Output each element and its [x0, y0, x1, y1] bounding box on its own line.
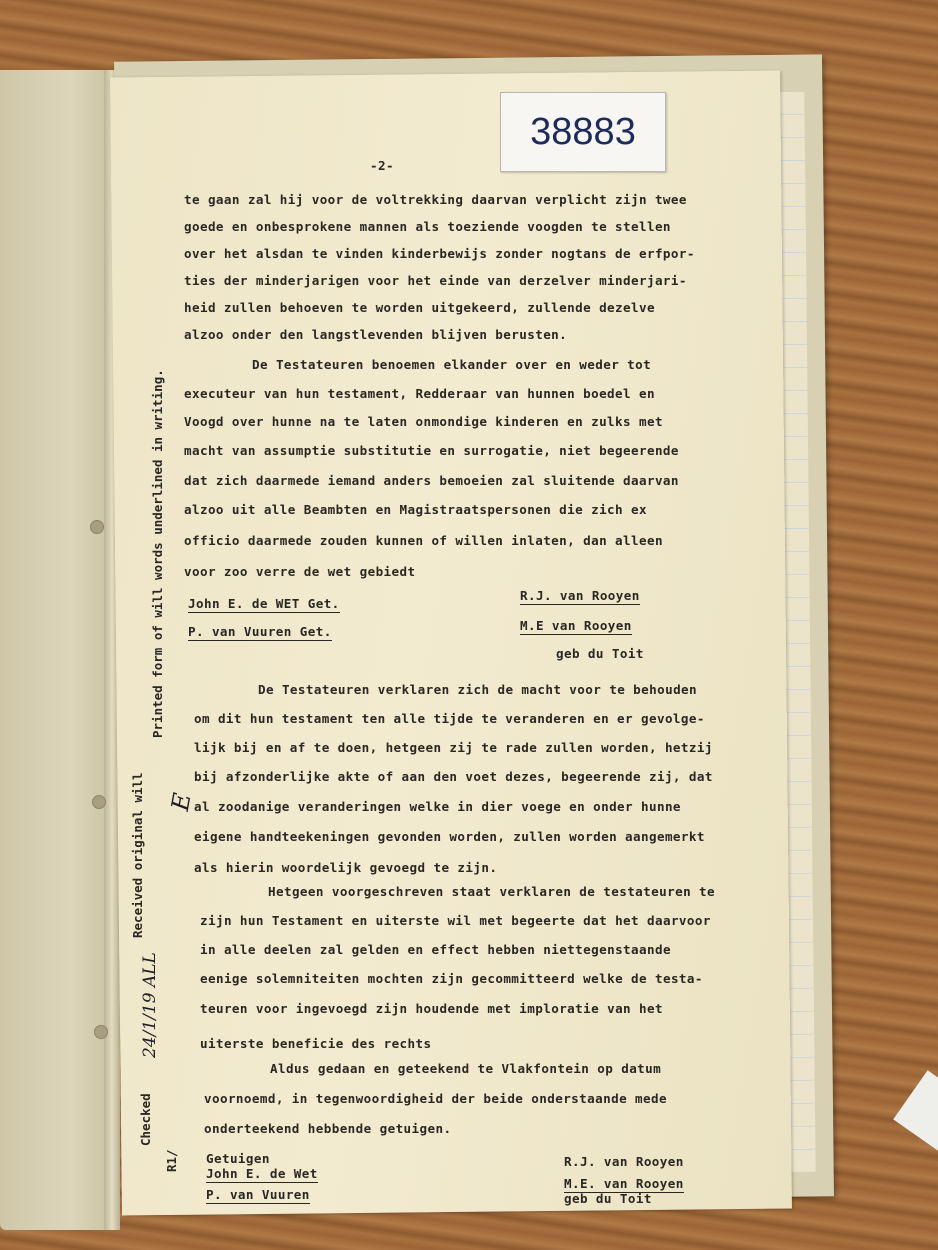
binding-hole — [92, 795, 106, 809]
binding-hole — [94, 1025, 108, 1039]
text-line: alzoo onder den langstlevenden blijven berusten. — [184, 327, 568, 342]
text-line: eigene handteekeningen gevonden worden, zullen worden aangemerkt — [194, 829, 705, 844]
text-line: bij afzonderlijke akte of aan den voet dezes, begeerende zij, dat — [194, 769, 713, 784]
binding-hole — [90, 520, 104, 534]
testator-maiden-name: geb du Toit — [564, 1191, 652, 1206]
handwritten-initials: E — [166, 790, 197, 813]
text-line: goede en onbesprokene mannen als toeziende voogden te stellen — [184, 219, 671, 234]
witnesses-label: Getuigen — [206, 1151, 270, 1166]
witness-signature: P. van Vuuren Get. — [188, 624, 332, 639]
text-line: eenige solemniteiten mochten zijn gecommitteerd welke de testa- — [200, 971, 703, 986]
text-line: heid zullen behoeven te worden uitgekeerd, zullende dezelve — [184, 300, 655, 315]
text-line: teuren voor ingevoegd zijn houdende met imploratie van het — [200, 1001, 663, 1016]
text-line: voornoemd, in tegenwoordigheid der beide onderstaande mede — [204, 1091, 667, 1106]
testator-signature: M.E. van Rooyen — [564, 1176, 684, 1191]
text-line: als hierin woordelijk gevoegd te zijn. — [194, 860, 498, 875]
testator-signature: R.J. van Rooyen — [564, 1154, 684, 1169]
text-line: De Testateuren verklaren zich de macht voor te behouden — [258, 682, 698, 697]
text-line: ties der minderjarigen voor het einde van derzelver minderjari- — [184, 273, 687, 288]
page-number: -2- — [370, 158, 394, 173]
witness-signature: John E. de WET Get. — [188, 596, 340, 611]
received-note: Received original will — [130, 772, 145, 938]
witness-signature: John E. de Wet — [206, 1166, 318, 1181]
text-line: officio daarmede zouden kunnen of willen inlaten, dan alleen — [184, 533, 663, 548]
text-line: executeur van hun testament, Redderaar van hunnen boedel en — [184, 386, 655, 401]
text-line: Hetgeen voorgeschreven staat verklaren de testateuren te — [268, 884, 715, 899]
checked-initials: R1/ — [164, 1149, 179, 1172]
text-line: dat zich daarmede iemand anders bemoeien zal sluitende daarvan — [184, 473, 679, 488]
text-line: zijn hun Testament en uiterste wil met begeerte dat het daarvoor — [200, 913, 711, 928]
text-line: over het alsdan te vinden kinderbewijs zonder nogtans de erfpor- — [184, 246, 695, 261]
testator-maiden-name: geb du Toit — [556, 646, 644, 661]
testator-signature: R.J. van Rooyen — [520, 588, 640, 603]
text-line: alzoo uit alle Beambten en Magistraatspersonen die zich ex — [184, 502, 647, 517]
text-line: al zoodanige veranderingen welke in dier voege en onder hunne — [194, 799, 681, 814]
text-line: te gaan zal hij voor de voltrekking daarvan verplicht zijn twee — [184, 192, 687, 207]
checked-date-handwritten: 24/1/19 ALL — [140, 952, 160, 1058]
text-line: Aldus gedaan en geteekend te Vlakfontein op datum — [270, 1061, 662, 1076]
text-line: onderteekend hebbende getuigen. — [204, 1121, 452, 1136]
text-line: lijk bij en af te doen, hetgeen zij te rade zullen worden, hetzij — [194, 740, 713, 755]
printed-form-note: Printed form of will words underlined in writing. — [150, 369, 165, 738]
text-line: De Testateuren benoemen elkander over en weder tot — [252, 357, 652, 372]
text-line: macht van assumptie substitutie en surrogatie, niet begeerende — [184, 443, 679, 458]
text-line: in alle deelen zal gelden en effect hebben niettegenstaande — [200, 942, 671, 957]
text-line: om dit hun testament ten alle tijde te veranderen en er gevolge- — [194, 711, 705, 726]
adjacent-paper-corner — [893, 1070, 938, 1154]
text-line: voor zoo verre de wet gebiedt — [184, 564, 416, 579]
checked-label: Checked — [138, 1093, 153, 1146]
testator-signature: M.E van Rooyen — [520, 618, 632, 633]
archive-number-label: 38883 — [500, 92, 666, 172]
left-page — [0, 70, 118, 1230]
witness-signature: P. van Vuuren — [206, 1187, 310, 1202]
text-line: uiterste beneficie des rechts — [200, 1036, 432, 1051]
text-line: Voogd over hunne na te laten onmondige kinderen en zulks met — [184, 414, 663, 429]
